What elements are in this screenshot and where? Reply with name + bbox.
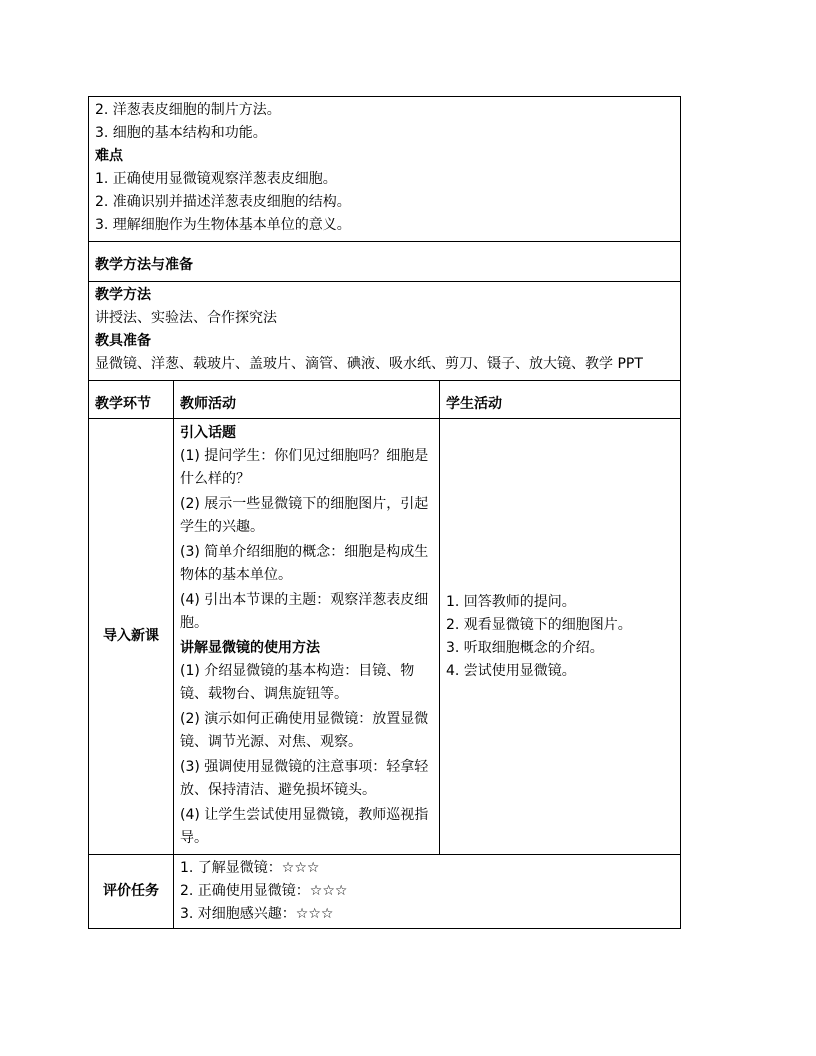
difficulty-line: 2. 准确识别并描述洋葱表皮细胞的结构。 [95, 194, 351, 210]
key-point-line: 2. 洋葱表皮细胞的制片方法。 [95, 102, 281, 118]
lesson-plan-document [88, 96, 680, 929]
evaluation-label: 评价任务 [89, 855, 174, 929]
key-point-line: 3. 细胞的基本结构和功能。 [95, 125, 267, 141]
teacher-heading-intro: 引入话题 [180, 425, 236, 441]
tools-text: 显微镜、洋葱、载玻片、盖玻片、滴管、碘液、吸水纸、剪刀、镊子、放大镜、教学 PPT [95, 356, 643, 372]
difficulty-line: 3. 理解细胞作为生物体基本单位的意义。 [95, 217, 351, 233]
evaluation-cell [174, 855, 681, 929]
student-item: 3. 听取细胞概念的介绍。 [446, 639, 604, 656]
method-heading: 教学方法 [95, 287, 151, 303]
method-text: 讲授法、实验法、合作探究法 [95, 310, 277, 326]
teacher-heading-microscope: 讲解显微镜的使用方法 [180, 640, 320, 656]
evaluation-row [89, 855, 681, 929]
teacher-item: (1) 介绍显微镜的基本构造：目镜、物镜、载物台、调焦旋钮等。 [180, 663, 415, 702]
header-student-activity: 学生活动 [440, 381, 681, 419]
difficulty-line: 1. 正确使用显微镜观察洋葱表皮细胞。 [95, 171, 337, 187]
key-points-row [89, 97, 681, 242]
intro-label: 导入新课 [89, 419, 174, 855]
teacher-item: (3) 简单介绍细胞的概念：细胞是构成生物体的基本单位。 [180, 544, 429, 583]
teacher-item: (2) 展示一些显微镜下的细胞图片，引起学生的兴趣。 [180, 496, 429, 535]
methods-content-cell [89, 282, 681, 381]
evaluation-item: 1. 了解显微镜：☆☆☆ [180, 860, 320, 876]
table-header-row [89, 381, 681, 419]
methods-title-row [89, 242, 681, 282]
difficulty-heading: 难点 [95, 148, 123, 164]
teacher-item: (3) 强调使用显微镜的注意事项：轻拿轻放、保持清洁、避免损坏镜头。 [180, 759, 429, 798]
teacher-item: (4) 引出本节课的主题：观察洋葱表皮细胞。 [180, 592, 429, 631]
methods-content-row [89, 282, 681, 381]
header-stage: 教学环节 [89, 381, 174, 419]
intro-row [89, 419, 681, 855]
evaluation-item: 2. 正确使用显微镜：☆☆☆ [180, 883, 348, 899]
teacher-item: (2) 演示如何正确使用显微镜：放置显微镜、调节光源、对焦、观察。 [180, 711, 429, 750]
intro-student-cell [440, 419, 681, 855]
header-teacher-activity: 教师活动 [174, 381, 440, 419]
teacher-item: (4) 让学生尝试使用显微镜，教师巡视指导。 [180, 807, 429, 846]
key-points-cell [89, 97, 681, 242]
tools-heading: 教具准备 [95, 333, 151, 349]
student-item: 2. 观看显微镜下的细胞图片。 [446, 616, 632, 633]
student-item: 4. 尝试使用显微镜。 [446, 662, 576, 679]
lesson-plan-table [88, 96, 681, 929]
intro-teacher-cell [174, 419, 440, 855]
evaluation-item: 3. 对细胞感兴趣：☆☆☆ [180, 906, 334, 922]
student-item: 1. 回答教师的提问。 [446, 593, 576, 610]
teacher-item: (1) 提问学生：你们见过细胞吗？细胞是什么样的？ [180, 448, 429, 487]
methods-title: 教学方法与准备 [89, 242, 681, 282]
